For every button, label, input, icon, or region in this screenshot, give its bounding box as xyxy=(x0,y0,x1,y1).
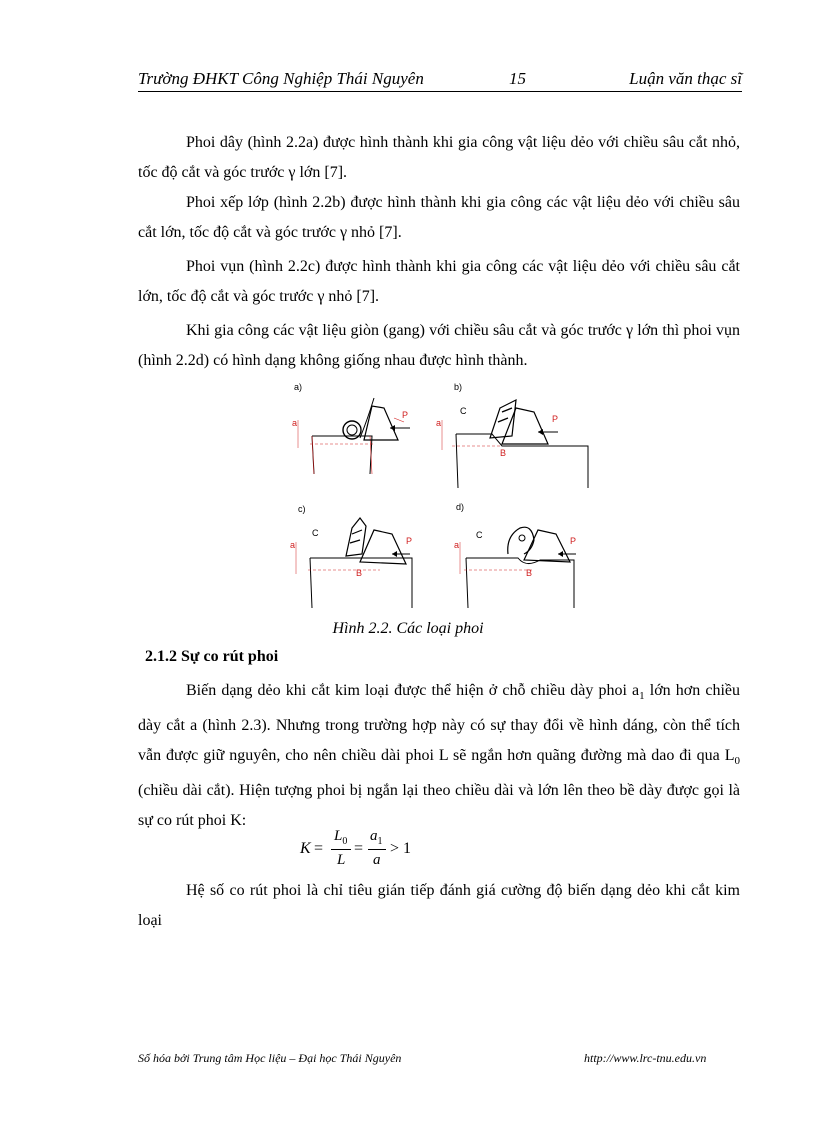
svg-text:P: P xyxy=(406,536,413,546)
header-school: Trường ĐHKT Công Nghiệp Thái Nguyên xyxy=(138,69,424,88)
svg-text:a: a xyxy=(436,418,442,428)
panel-c-label: c) xyxy=(298,504,306,514)
svg-text:B: B xyxy=(356,568,363,578)
figure-caption: Hình 2.2. Các loại phoi xyxy=(332,620,484,637)
footer-digitized: Số hóa bởi Trung tâm Học liệu – Đại học Thái Nguyên xyxy=(138,1051,402,1065)
svg-text:a: a xyxy=(290,540,296,550)
paragraph-4: Khi gia công các vật liệu giòn (gang) với chiều sâu cắt và góc trước γ lớn thì phoi vụn (hình 2.2d) có hình dạng không giống nhau được hình thành. xyxy=(138,322,740,369)
header-thesis: Luận văn thạc sĩ xyxy=(629,69,742,88)
page-header xyxy=(138,66,742,92)
panel-b-label: b) xyxy=(454,382,463,392)
paragraph-1: Phoi dây (hình 2.2a) được hình thành khi gia công vật liệu dẻo với chiều sâu cắt nhỏ, tốc độ cắt và góc trước γ lớn [7]. xyxy=(138,134,740,181)
panel-d-label: d) xyxy=(456,502,465,512)
chip-types-figure xyxy=(280,378,600,618)
paragraph-2: Phoi xếp lớp (hình 2.2b) được hình thành khi gia công các vật liệu dẻo với chiều sâu cắt lớn, tốc độ cắt và góc trước γ nhỏ [7]. xyxy=(138,194,740,241)
svg-text:P: P xyxy=(552,414,559,424)
svg-text:C: C xyxy=(312,528,319,538)
svg-text:B: B xyxy=(500,448,507,458)
panel-b xyxy=(436,382,588,488)
panel-d xyxy=(454,502,576,608)
paragraph-3: Phoi vụn (hình 2.2c) được hình thành khi gia công các vật liệu dẻo với chiều sâu cắt lớn, tốc độ cắt và góc trước γ nhỏ [7]. xyxy=(138,258,740,305)
header-page-number: 15 xyxy=(509,69,526,88)
header-rule xyxy=(138,91,742,92)
svg-text:B: B xyxy=(526,568,533,578)
svg-text:P: P xyxy=(402,410,409,420)
panel-c xyxy=(290,504,412,608)
panel-a-label: a) xyxy=(294,382,303,392)
paragraph-shrinkage: Biến dạng dẻo khi cắt kim loại được thể hiện ở chỗ chiều dày phoi $a_1$ lớn hơn chiều dày cắt a (hình 2.3). Nhưng trong trường hợp này có sự thay đổi về hình dáng, còn thể tích vẫn được giữ nguyên, cho nên chiều dài phoi L sẽ ngắn hơn quãng đường mà dao đi qua $L_0$ (chiều dài cắt). Hiện tượng phoi bị ngắn lại theo chiều dài và lớn lên theo bề dày được gọi là sự co rút phoi K: xyxy=(138,682,741,830)
svg-text:a: a xyxy=(292,418,298,428)
shrinkage-formula: K = $L_0$ L = $a_1$ a > 1 xyxy=(300,828,412,868)
svg-text:C: C xyxy=(476,530,483,540)
svg-text:P: P xyxy=(570,536,577,546)
svg-text:a: a xyxy=(454,540,460,550)
svg-text:C: C xyxy=(460,406,467,416)
panel-a xyxy=(292,382,410,474)
section-heading: 2.1.2 Sự co rút phoi xyxy=(145,648,279,665)
footer-url[interactable]: http://www.lrc-tnu.edu.vn xyxy=(584,1051,707,1065)
paragraph-coefficient: Hệ số co rút phoi là chỉ tiêu gián tiếp đánh giá cường độ biến dạng dẻo khi cắt kim loại xyxy=(138,882,740,929)
